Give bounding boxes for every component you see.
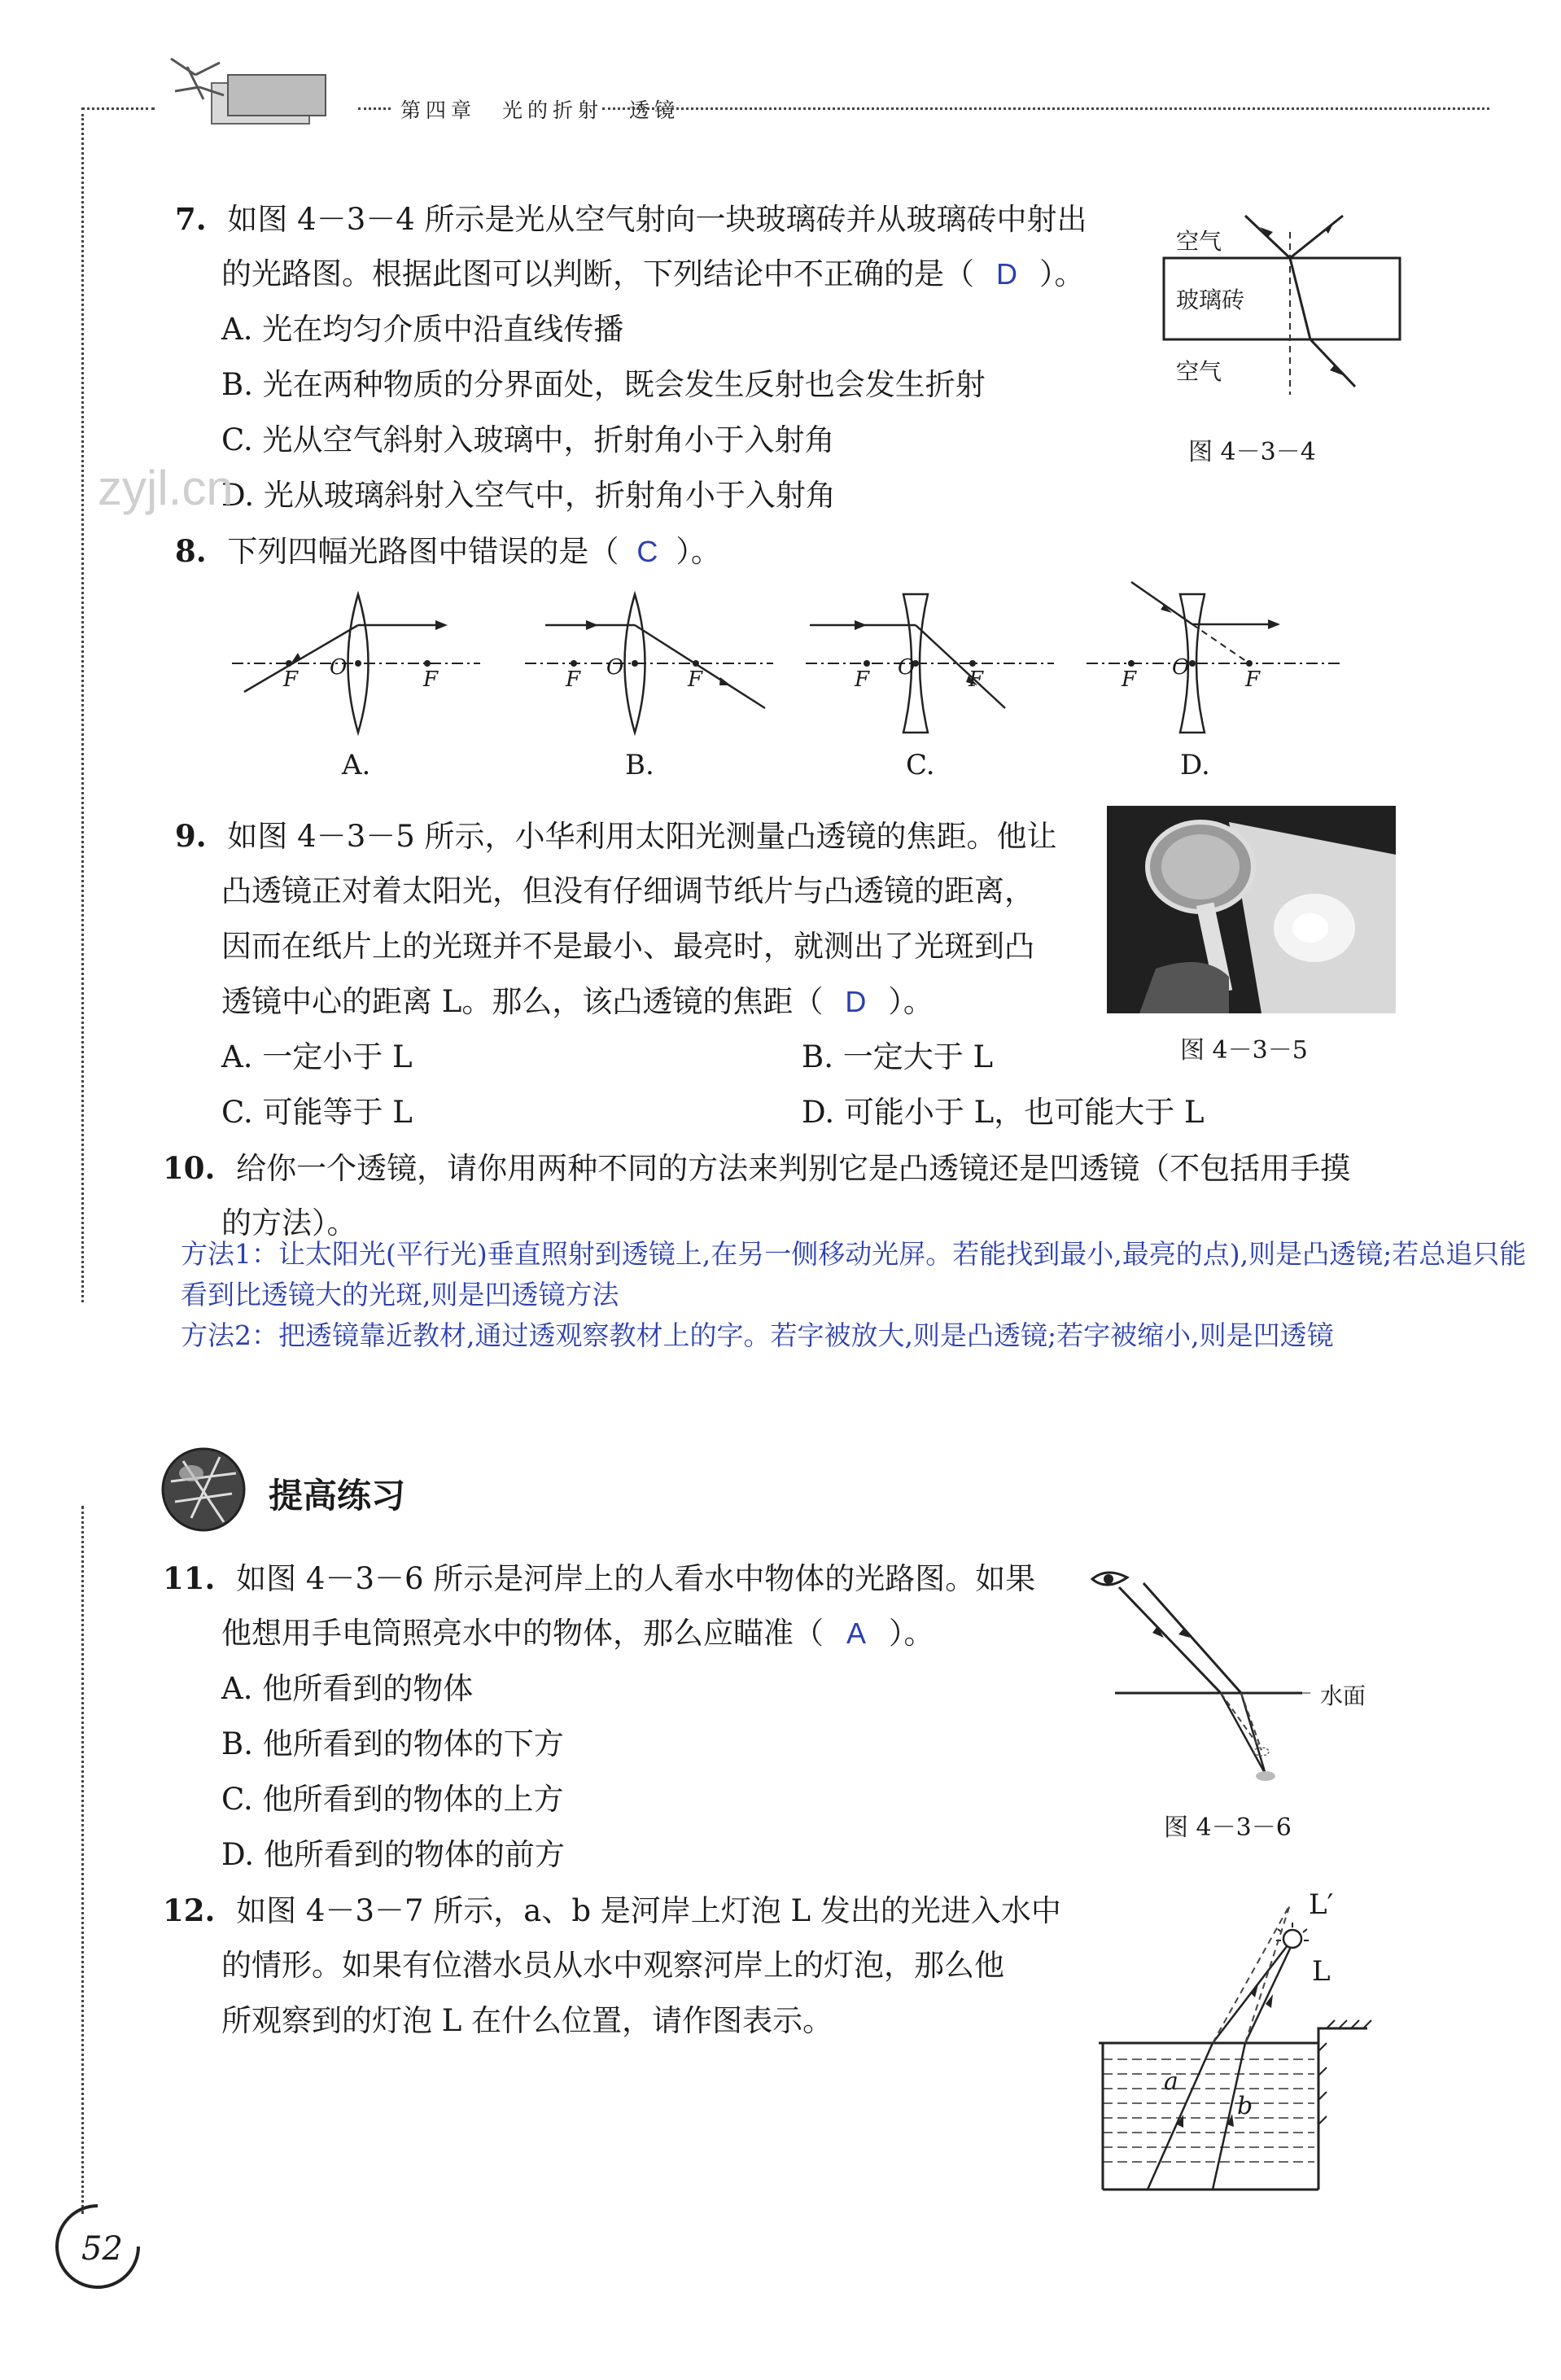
fig436-water-label: 水面 <box>1320 1682 1366 1709</box>
q10-answer-method1: 方法1：让太阳光(平行光)垂直照射到透镜上,在另一侧移动光屏。若能找到最小,最亮的点),则是凸透镜;若总追只能看到比透镜大的光斑,则是凹透镜方法 <box>181 1238 1527 1310</box>
q10-line1: 10. 给你一个透镜，请你用两种不同的方法来判别它是凸透镜还是凹透镜（不包括用手摸 <box>163 1150 1351 1186</box>
q9-line1: 9. 如图 4－3－5 所示，小华利用太阳光测量凸透镜的焦距。他让 <box>175 818 1057 854</box>
header-chapter: 第四章 <box>400 98 477 122</box>
fig434-air-top: 空气 <box>1176 228 1222 255</box>
page-number-badge <box>49 2198 146 2295</box>
page-header <box>81 59 1489 140</box>
q9-option-d: D. 可能小于 L，也可能大于 L <box>802 1095 1205 1130</box>
header-section2: 透镜 <box>628 98 680 122</box>
fig436-caption: 图 4－3－6 <box>1164 1813 1292 1842</box>
fig437-b: b <box>1237 2092 1253 2120</box>
margin-dotted-line-lower <box>81 1506 84 2214</box>
q8-answer: C <box>636 535 658 568</box>
q11-line1: 11. 如图 4－3－6 所示是河岸上的人看水中物体的光路图。如果 <box>163 1560 1036 1596</box>
figure-4-3-5-photo <box>1107 806 1396 1013</box>
q7-line2: 的光路图。根据此图可以判断，下列结论中不正确的是（ D ）。 <box>221 247 1085 302</box>
margin-dotted-line <box>81 114 84 1302</box>
fig437-L: L <box>1312 1955 1331 1988</box>
q11-option-c: C. 他所看到的物体的上方 <box>221 1782 564 1817</box>
q9-option-c: C. 可能等于 L <box>221 1095 413 1130</box>
q8-label-c: C. <box>906 749 935 781</box>
crystal-ball-icon <box>159 1445 248 1534</box>
q9-answer: D <box>845 985 867 1018</box>
q11-option-d: D. 他所看到的物体的前方 <box>221 1837 565 1872</box>
q8-stem: 8. 下列四幅光路图中错误的是（ C ）。 <box>175 523 721 580</box>
watermark: zyjl.cn <box>98 461 234 515</box>
q9-number: 9. <box>175 818 207 854</box>
q8-diagram-c: F O F C. <box>802 586 1062 798</box>
q12-line2: 的情形。如果有位潜水员从水中观察河岸上的灯泡，那么他 <box>221 1948 1004 1983</box>
dragonfly-logo-icon <box>155 50 350 140</box>
q8-diagram-a: F O F A. <box>228 586 488 798</box>
q10-answer-method2: 方法2：把透镜靠近教材,通过透观察教材上的字。若字被放大,则是凸透镜;若字被缩小,则是凹透镜 <box>181 1319 1334 1351</box>
q12-line3: 所观察到的灯泡 L 在什么位置，请作图表示。 <box>221 2003 833 2038</box>
q8-number: 8. <box>175 533 207 569</box>
fig434-air-bottom: 空气 <box>1176 358 1222 385</box>
q8-label-a: A. <box>342 749 371 781</box>
q9-line4: 透镜中心的距离 L。那么，该凸透镜的焦距（ D ）。 <box>221 974 934 1030</box>
q8-label-d: D. <box>1180 749 1210 781</box>
q11-answer: A <box>846 1617 866 1650</box>
figure-4-3-4 <box>1156 191 1416 466</box>
q12-number: 12. <box>163 1892 216 1928</box>
q7-line1: 7. 如图 4－3－4 所示是光从空气射向一块玻璃砖并从玻璃砖中射出 <box>175 201 1087 237</box>
q9-option-b: B. 一定大于 L <box>802 1039 994 1074</box>
page-number: 52 <box>81 2230 123 2268</box>
header-section1: 光的折射 <box>501 98 603 122</box>
q7-option-d: D. 光从玻璃斜射入空气中，折射角小于入射角 <box>221 478 836 513</box>
q10-number: 10. <box>163 1150 216 1186</box>
section-title: 提高练习 <box>269 1476 406 1516</box>
q11-option-a: A. 他所看到的物体 <box>221 1671 474 1706</box>
q11-number: 11. <box>163 1560 216 1596</box>
fig434-caption: 图 4－3－4 <box>1188 438 1316 466</box>
figure-4-3-7 <box>1099 1888 1392 2198</box>
q9-line2: 凸透镜正对着太阳光，但没有仔细调节纸片与凸透镜的距离， <box>221 873 1034 908</box>
section-heading <box>159 1445 566 1534</box>
q11-line2: 他想用手电筒照亮水中的物体，那么应瞄准（ A ）。 <box>221 1606 934 1661</box>
q8-diagram-d: F O F D. <box>1082 574 1351 798</box>
q12-line1: 12. 如图 4－3－7 所示，a、b 是河岸上灯泡 L 发出的光进入水中 <box>163 1892 1061 1928</box>
q8-diagram-b: F O F B. <box>521 586 781 798</box>
fig437-a: a <box>1164 2067 1178 2096</box>
q7-answer: D <box>996 257 1017 291</box>
q9-line3: 因而在纸片上的光斑并不是最小、最亮时，就测出了光斑到凸 <box>221 929 1034 964</box>
q8-label-b: B. <box>625 749 654 781</box>
q10-line2: 的方法）。 <box>221 1205 357 1240</box>
q7-number: 7. <box>175 201 207 237</box>
fig434-glass: 玻璃砖 <box>1176 287 1245 313</box>
q7-option-a: A. 光在均匀介质中沿直线传播 <box>221 312 624 347</box>
q9-option-a: A. 一定小于 L <box>221 1039 413 1074</box>
q7-option-b: B. 光在两种物质的分界面处，既会发生反射也会发生折射 <box>221 367 986 402</box>
fig435-caption: 图 4－3－5 <box>1180 1036 1308 1065</box>
fig437-L-prime: L′ <box>1309 1888 1334 1921</box>
q11-option-b: B. 他所看到的物体的下方 <box>221 1726 564 1761</box>
figure-4-3-6 <box>1082 1563 1408 1864</box>
q7-option-c: C. 光从空气斜射入玻璃中，折射角小于入射角 <box>221 422 835 457</box>
